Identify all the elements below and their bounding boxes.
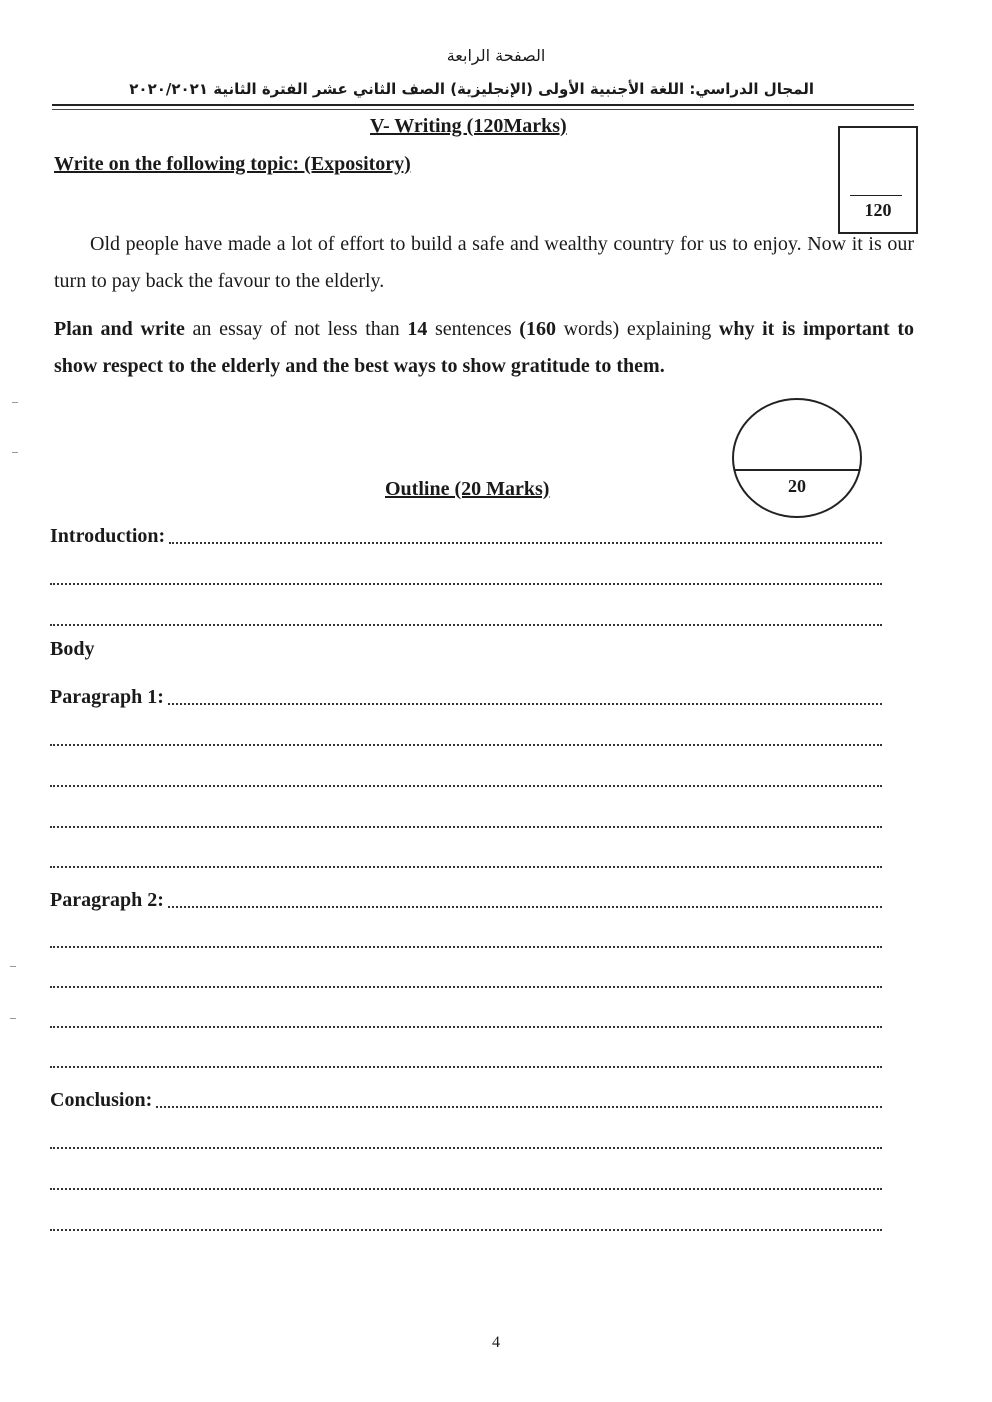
scan-edge-mark [12, 452, 18, 453]
writing-line[interactable] [50, 806, 882, 832]
prompt-text: an essay of not less than [184, 318, 408, 340]
subject-line-arabic: المجال الدراسي: اللغة الأجنبية الأولى (الإنجليزية) الصف الثاني عشر الفترة الثانية ٢٠٢٠/٢٠٢١ [129, 80, 814, 98]
writing-line-dots [50, 1024, 882, 1028]
page-label-arabic: الصفحة الرابعة [446, 46, 546, 65]
introduction-label: Introduction: [50, 525, 166, 547]
scan-edge-mark [10, 1018, 16, 1019]
writing-line-dots [50, 581, 882, 585]
paragraph2-line[interactable] [50, 886, 882, 912]
scan-edge-mark [12, 402, 18, 403]
writing-line-dots [50, 1064, 882, 1068]
paragraph1-label: Paragraph 1: [50, 686, 164, 708]
writing-line-dots [168, 904, 882, 908]
writing-line-dots [50, 864, 882, 868]
header-rule-thick [52, 104, 914, 106]
prompt-word-count: (160 [519, 318, 556, 340]
writing-line-dots [169, 540, 882, 544]
writing-line[interactable] [50, 966, 882, 992]
outline-title: Outline (20 Marks) [385, 478, 550, 500]
topic-instruction: Write on the following topic: (Expository) [54, 153, 411, 175]
writing-line[interactable] [50, 846, 882, 872]
section-title: V- Writing (120Marks) [370, 115, 567, 137]
writing-line[interactable] [50, 765, 882, 791]
conclusion-label: Conclusion: [50, 1089, 153, 1111]
prompt-sentence-count: 14 [407, 318, 428, 340]
writing-line-dots [156, 1104, 882, 1108]
header-rule-thin [52, 109, 914, 110]
writing-line[interactable] [50, 604, 882, 630]
writing-line-dots [50, 1227, 882, 1231]
prompt-paragraph-2 [54, 311, 914, 385]
page-number: 4 [492, 1334, 500, 1351]
paragraph2-label: Paragraph 2: [50, 889, 164, 911]
prompt-text: sentences [427, 318, 520, 340]
writing-line-dots [50, 783, 882, 787]
score-circle-line [734, 469, 860, 471]
writing-line-dots [168, 701, 882, 705]
writing-line[interactable] [50, 1006, 882, 1032]
writing-line[interactable] [50, 1127, 882, 1153]
prompt-paragraph-1: Old people have made a lot of effort to build a safe and wealthy country for us to enjoy. Now it is our turn to pay back the favour to the elderly. [54, 233, 914, 292]
score-box [838, 126, 918, 234]
writing-line-dots [50, 944, 882, 948]
prompt-text: words) explaining [555, 318, 719, 340]
writing-line[interactable] [50, 563, 882, 589]
writing-line-dots [50, 1186, 882, 1190]
writing-line[interactable] [50, 1209, 882, 1235]
prompt-essay-topic: why it is important to show respect to the elderly and the best ways to show gratitude to them. [54, 318, 914, 377]
paragraph1-line[interactable] [50, 683, 882, 709]
writing-line-dots [50, 984, 882, 988]
writing-line-dots [50, 622, 882, 626]
introduction-line[interactable] [50, 522, 882, 548]
scan-edge-mark [10, 966, 16, 967]
writing-line[interactable] [50, 1168, 882, 1194]
score-circle-value: 20 [788, 476, 806, 496]
writing-line[interactable] [50, 1046, 882, 1072]
prompt-emphasis: Plan and write [54, 318, 185, 340]
writing-line[interactable] [50, 926, 882, 952]
writing-line-dots [50, 742, 882, 746]
writing-line[interactable] [50, 724, 882, 750]
body-label: Body [50, 638, 95, 660]
outline-score-circle [732, 398, 862, 518]
score-box-value: 120 [864, 200, 892, 220]
writing-line-dots [50, 1145, 882, 1149]
conclusion-line[interactable] [50, 1086, 882, 1112]
writing-line-dots [50, 824, 882, 828]
score-box-line [850, 195, 902, 196]
